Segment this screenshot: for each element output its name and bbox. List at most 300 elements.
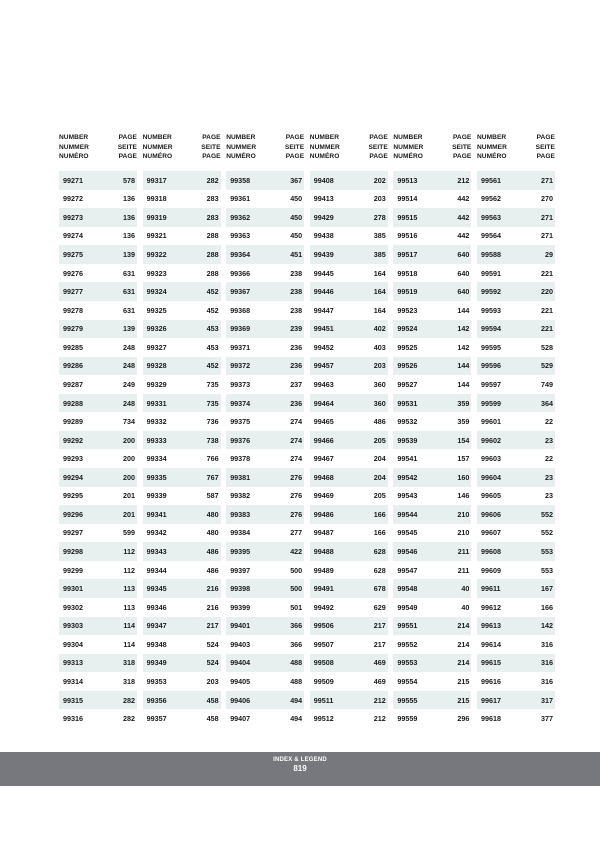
index-row (393, 190, 471, 209)
number-header-label: NUMBER (309, 134, 340, 141)
part-number: 99523 (397, 305, 418, 315)
page-reference: 318 (123, 676, 135, 686)
page-reference: 282 (206, 175, 219, 185)
index-row (143, 579, 221, 598)
column-header (477, 133, 555, 162)
index-column (477, 133, 555, 728)
page-reference: 274 (290, 454, 303, 464)
index-row (393, 598, 471, 617)
index-row (143, 709, 221, 728)
column-header (393, 133, 471, 162)
page-reference: 274 (290, 435, 303, 445)
part-number: 99299 (63, 565, 83, 575)
index-row (59, 357, 137, 376)
part-number: 99347 (146, 621, 167, 631)
part-number: 99342 (146, 528, 167, 538)
index-row (477, 654, 555, 673)
page-reference: 144 (457, 305, 470, 315)
index-row (310, 431, 388, 450)
index-row (226, 691, 304, 710)
part-number: 99395 (230, 547, 251, 557)
index-row (226, 394, 304, 413)
page-reference: 486 (373, 417, 386, 427)
index-row (226, 524, 304, 543)
part-number: 99491 (313, 584, 334, 594)
number-header-label: NUMÉRO (476, 153, 507, 161)
index-row (393, 449, 471, 468)
part-number: 99599 (480, 398, 501, 408)
part-number: 99602 (480, 435, 501, 445)
part-number: 99544 (397, 509, 418, 519)
index-row (310, 468, 388, 487)
index-row (477, 412, 555, 431)
number-header-label: NUMBER (393, 134, 423, 141)
part-number: 99353 (146, 676, 167, 686)
part-number: 99341 (146, 509, 167, 519)
index-column (143, 133, 221, 728)
index-column (59, 133, 137, 728)
index-row (310, 635, 388, 654)
page-reference: 640 (457, 268, 470, 278)
page-reference: 364 (540, 398, 553, 408)
page-reference: 212 (373, 695, 386, 705)
index-row (477, 709, 555, 728)
part-number: 99429 (313, 212, 334, 222)
page-reference: 282 (123, 714, 135, 724)
page-header-label: SEITE (117, 143, 137, 151)
index-row (393, 431, 471, 450)
part-number: 99333 (146, 435, 167, 445)
page-reference: 640 (457, 287, 470, 297)
part-number: 99413 (313, 194, 334, 204)
part-number: 99546 (397, 547, 418, 557)
part-number: 99509 (313, 676, 334, 686)
page-reference: 142 (540, 621, 553, 631)
index-row (477, 394, 555, 413)
part-number: 99328 (146, 361, 167, 371)
page-header-label: SEITE (535, 143, 555, 151)
part-number: 99289 (63, 417, 83, 427)
part-number: 99487 (313, 528, 334, 538)
page-reference: 22 (544, 454, 553, 464)
index-row (143, 412, 221, 431)
part-number: 99452 (313, 342, 334, 352)
part-number: 99294 (63, 472, 83, 482)
part-number: 99594 (480, 324, 501, 334)
index-row (226, 487, 304, 506)
page-reference: 164 (373, 287, 386, 297)
part-number: 99451 (313, 324, 334, 334)
part-number: 99335 (146, 472, 167, 482)
page-reference: 239 (290, 324, 303, 334)
index-row (226, 542, 304, 561)
page-reference: 366 (290, 639, 303, 649)
index-row (226, 227, 304, 246)
part-number: 99604 (480, 472, 501, 482)
index-row (143, 654, 221, 673)
part-number: 99547 (397, 565, 418, 575)
page-reference: 211 (457, 547, 470, 557)
index-row (393, 505, 471, 524)
part-number: 99277 (63, 287, 83, 297)
part-number: 99447 (313, 305, 334, 315)
page-header (285, 133, 304, 162)
index-row (59, 338, 137, 357)
page-reference: 316 (540, 676, 553, 686)
page-reference: 678 (373, 584, 386, 594)
page-reference: 749 (540, 379, 553, 389)
part-number: 99397 (230, 565, 251, 575)
index-row (226, 264, 304, 283)
page-reference: 221 (540, 324, 553, 334)
index-row (310, 171, 388, 190)
index-row (226, 320, 304, 339)
page-reference: 210 (457, 509, 470, 519)
page-header-label: SEITE (368, 143, 388, 151)
page-reference: 469 (373, 658, 386, 668)
page-reference: 385 (373, 250, 386, 260)
page-header-label: PAGE (369, 134, 388, 141)
index-row (226, 375, 304, 394)
page-header-label: SEITE (201, 143, 221, 151)
page-reference: 112 (123, 547, 135, 557)
part-number: 99618 (480, 714, 501, 724)
page-header (118, 133, 137, 162)
page-number: 819 (293, 764, 307, 773)
index-row (393, 542, 471, 561)
part-number: 99295 (63, 491, 83, 501)
index-row (310, 524, 388, 543)
page-reference: 278 (373, 212, 386, 222)
index-row (59, 412, 137, 431)
index-row (59, 672, 137, 691)
number-header (226, 133, 256, 162)
index-row (143, 635, 221, 654)
page-reference: 200 (123, 435, 135, 445)
index-row (59, 301, 137, 320)
index-row (59, 394, 137, 413)
index-row (59, 691, 137, 710)
index-row (310, 412, 388, 431)
index-row (226, 505, 304, 524)
part-number: 99607 (480, 528, 501, 538)
page-reference: 220 (540, 287, 553, 297)
index-row (310, 264, 388, 283)
page-reference: 142 (457, 324, 470, 334)
part-number: 99382 (230, 491, 251, 501)
part-number: 99596 (480, 361, 501, 371)
index-row (59, 487, 137, 506)
page-reference: 524 (206, 639, 219, 649)
page-reference: 204 (373, 454, 386, 464)
index-row (226, 654, 304, 673)
number-header-label: NUMMER (476, 143, 507, 151)
index-row (310, 375, 388, 394)
part-number: 99285 (63, 342, 83, 352)
part-number: 99287 (63, 379, 83, 389)
page-reference: 738 (206, 435, 219, 445)
part-number: 99276 (63, 268, 83, 278)
part-number: 99371 (230, 342, 251, 352)
index-column (310, 133, 388, 728)
part-number: 99349 (146, 658, 167, 668)
page-reference: 288 (206, 268, 219, 278)
part-number: 99408 (313, 175, 334, 185)
page-reference: 578 (123, 175, 135, 185)
page-reference: 203 (206, 676, 219, 686)
index-row (393, 338, 471, 357)
part-number: 99541 (397, 454, 418, 464)
index-row (226, 208, 304, 227)
part-number: 99468 (313, 472, 334, 482)
part-number: 99512 (313, 714, 334, 724)
index-row (393, 282, 471, 301)
page-reference: 200 (123, 454, 135, 464)
part-number: 99464 (313, 398, 334, 408)
part-number: 99554 (397, 676, 418, 686)
page-reference: 114 (123, 639, 135, 649)
index-row (143, 505, 221, 524)
index-row (143, 245, 221, 264)
index-row (477, 617, 555, 636)
part-number: 99551 (397, 621, 418, 631)
index-row (477, 282, 555, 301)
part-number: 99488 (313, 547, 334, 557)
page-reference: 442 (457, 194, 470, 204)
index-row (143, 171, 221, 190)
page-reference: 221 (540, 305, 553, 315)
index-row (310, 654, 388, 673)
part-number: 99615 (480, 658, 501, 668)
part-number: 99531 (397, 398, 418, 408)
page-reference: 238 (290, 305, 303, 315)
index-row (393, 245, 471, 264)
column-header (59, 133, 137, 162)
index-row (143, 190, 221, 209)
page-reference: 442 (457, 212, 470, 222)
page-header-label: PAGE (202, 134, 221, 141)
part-number: 99446 (313, 287, 334, 297)
index-row (477, 431, 555, 450)
page-reference: 201 (123, 491, 135, 501)
part-number: 99292 (63, 435, 83, 445)
index-row (477, 171, 555, 190)
page-reference: 236 (290, 361, 303, 371)
index-row (143, 561, 221, 580)
index-row (226, 672, 304, 691)
index-row (477, 208, 555, 227)
page-reference: 629 (373, 602, 386, 612)
page-reference: 640 (457, 250, 470, 260)
number-header (477, 133, 507, 162)
page-reference: 631 (123, 305, 135, 315)
index-row (226, 357, 304, 376)
part-number: 99614 (480, 639, 501, 649)
page-reference: 359 (457, 398, 470, 408)
page-reference: 734 (123, 417, 135, 427)
part-number: 99384 (230, 528, 251, 538)
page-reference: 139 (123, 250, 135, 260)
page-reference: 164 (373, 268, 386, 278)
index-row (310, 320, 388, 339)
part-number: 99381 (230, 472, 251, 482)
page-reference: 452 (206, 361, 219, 371)
page-reference: 628 (373, 547, 386, 557)
index-row (310, 301, 388, 320)
part-number: 99323 (146, 268, 167, 278)
index-row (59, 171, 137, 190)
page-header-label: PAGE (536, 134, 555, 141)
page-reference: 166 (373, 509, 386, 519)
part-number: 99486 (313, 509, 334, 519)
part-number: 99314 (63, 676, 83, 686)
number-header-label: NUMMER (226, 143, 257, 151)
page-reference: 488 (290, 658, 303, 668)
page-reference: 146 (457, 491, 470, 501)
index-row (143, 227, 221, 246)
index-row (477, 468, 555, 487)
index-row (143, 394, 221, 413)
index-row (477, 561, 555, 580)
index-row (393, 375, 471, 394)
page-header-label: SEITE (284, 143, 305, 151)
page-reference: 552 (540, 509, 553, 519)
part-number: 99467 (313, 454, 334, 464)
page-reference: 40 (461, 602, 470, 612)
index-row (393, 672, 471, 691)
page-reference: 453 (206, 324, 219, 334)
index-row (310, 617, 388, 636)
page-reference: 215 (457, 695, 470, 705)
page-reference: 200 (123, 472, 135, 482)
page-reference: 450 (290, 194, 303, 204)
page-reference: 166 (540, 602, 553, 612)
index-row (143, 691, 221, 710)
index-table (59, 133, 555, 728)
index-row (59, 579, 137, 598)
index-row (226, 468, 304, 487)
page-reference: 552 (540, 528, 553, 538)
page-reference: 767 (206, 472, 219, 482)
part-number: 99273 (63, 212, 83, 222)
part-number: 99368 (230, 305, 251, 315)
part-number: 99401 (230, 621, 251, 631)
page-reference: 366 (290, 621, 303, 631)
index-column (393, 133, 471, 728)
part-number: 99327 (146, 342, 167, 352)
index-row (477, 357, 555, 376)
part-number: 99465 (313, 417, 334, 427)
page-reference: 113 (123, 602, 135, 612)
index-row (59, 561, 137, 580)
page-reference: 276 (290, 509, 303, 519)
part-number: 99358 (230, 175, 251, 185)
part-number: 99399 (230, 602, 251, 612)
part-number: 99334 (146, 454, 167, 464)
page-reference: 271 (540, 175, 553, 185)
index-row (310, 338, 388, 357)
number-header (143, 133, 173, 162)
part-number: 99344 (146, 565, 167, 575)
number-header-label: NUMMER (142, 143, 173, 151)
part-number: 99616 (480, 676, 501, 686)
index-row (59, 282, 137, 301)
page-reference: 237 (290, 379, 303, 389)
index-row (143, 468, 221, 487)
index-row (59, 449, 137, 468)
page-reference: 154 (457, 435, 470, 445)
part-number: 99357 (146, 714, 167, 724)
index-row (226, 412, 304, 431)
page-reference: 494 (290, 714, 303, 724)
part-number: 99348 (146, 639, 167, 649)
part-number: 99606 (480, 509, 501, 519)
index-row (310, 449, 388, 468)
number-header (310, 133, 340, 162)
index-row (393, 709, 471, 728)
part-number: 99339 (146, 491, 167, 501)
index-row (310, 487, 388, 506)
index-row (393, 394, 471, 413)
part-number: 99517 (397, 250, 418, 260)
part-number: 99356 (146, 695, 167, 705)
part-number: 99559 (397, 714, 418, 724)
part-number: 99563 (480, 212, 501, 222)
part-number: 99317 (146, 175, 167, 185)
part-number: 99511 (313, 695, 334, 705)
index-row (477, 524, 555, 543)
index-row (226, 635, 304, 654)
page-reference: 288 (206, 231, 219, 241)
page-reference: 450 (290, 231, 303, 241)
part-number: 99595 (480, 342, 501, 352)
page-header-label: PAGE (369, 153, 388, 161)
page-reference: 599 (123, 528, 135, 538)
page-header (368, 133, 387, 162)
index-row (143, 487, 221, 506)
index-row (310, 672, 388, 691)
part-number: 99405 (230, 676, 251, 686)
page-reference: 453 (206, 342, 219, 352)
part-number: 99315 (63, 695, 83, 705)
index-row (59, 468, 137, 487)
part-number: 99457 (313, 361, 334, 371)
number-header-label: NUMÉRO (59, 153, 89, 161)
part-number: 99329 (146, 379, 167, 389)
page-reference: 212 (457, 175, 470, 185)
index-row (226, 301, 304, 320)
index-row (143, 672, 221, 691)
part-number: 99406 (230, 695, 251, 705)
number-header-label: NUMÉRO (309, 153, 340, 161)
index-row (310, 190, 388, 209)
part-number: 99372 (230, 361, 251, 371)
index-row (393, 524, 471, 543)
part-number: 99555 (397, 695, 418, 705)
part-number: 99562 (480, 194, 501, 204)
part-number: 99524 (397, 324, 418, 334)
part-number: 99561 (480, 175, 501, 185)
page-reference: 450 (290, 212, 303, 222)
part-number: 99439 (313, 250, 334, 260)
page-reference: 238 (290, 287, 303, 297)
part-number: 99543 (397, 491, 418, 501)
index-row (310, 357, 388, 376)
part-number: 99297 (63, 528, 83, 538)
index-row (477, 338, 555, 357)
page-reference: 40 (461, 584, 470, 594)
index-row (477, 598, 555, 617)
